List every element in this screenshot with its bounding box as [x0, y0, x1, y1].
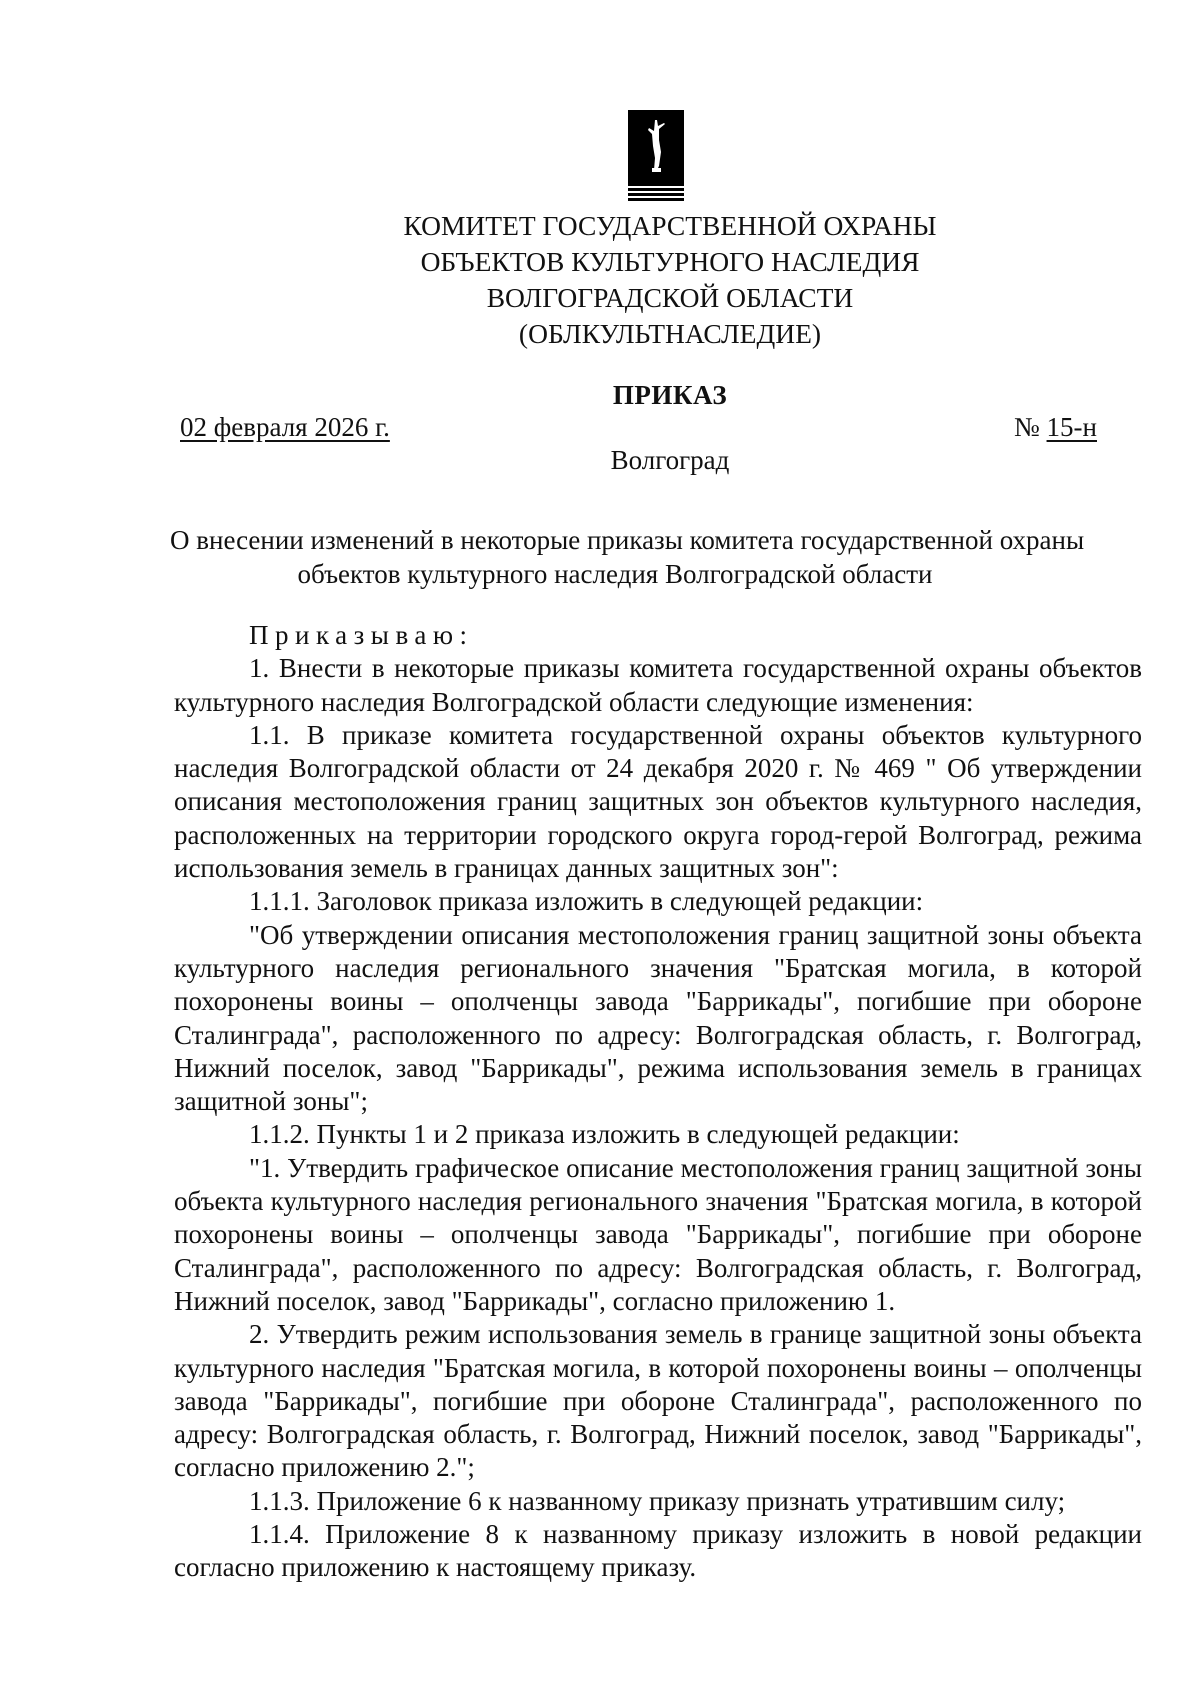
number-prefix: № [1014, 412, 1040, 442]
paragraph: "Об утверждении описания местоположения границ защитной зоны объекта культурного наследия регионального значения "Братская могила, в которой похоронены воины – ополченцы завода "Баррикады", погибшие при обороне Сталинграда", расположенного по адресу: Волгоградская область, г. Волгоград, Нижний поселок, завод "Баррикады", режима использования земель в границах защитной зоны"; [174, 919, 1142, 1117]
document-city: Волгоград [610, 445, 730, 475]
number-value: 15-н [1046, 412, 1097, 442]
subject-line: О внесении изменений в некоторые приказы комитета государственной охраны [170, 525, 1085, 555]
coat-of-arms-icon [628, 110, 684, 204]
document-type: ПРИКАЗ [612, 380, 728, 410]
paragraph: 1.1.3. Приложение 6 к названному приказу признать утратившим силу; [249, 1485, 1066, 1516]
paragraph: "1. Утвердить графическое описание местоположения границ защитной зоны объекта культурного наследия регионального значения "Братская могила, в которой похоронены воины – ополченцы завода "Баррикады", погибшие при обороне Сталинграда", расположенного по адресу: Волгоградская область, г. Волгоград, Нижний поселок, завод "Баррикады", согласно приложению 1. [174, 1152, 1142, 1316]
org-line: (ОБЛКУЛЬТНАСЛЕДИЕ) [518, 318, 822, 349]
org-line: ОБЪЕКТОВ КУЛЬТУРНОГО НАСЛЕДИЯ [420, 246, 920, 277]
paragraph: 1. Внести в некоторые приказы комитета государственной охраны объектов культурного наследия Волгоградской области следующие изменения: [174, 653, 1142, 717]
document-subject [170, 523, 1085, 591]
paragraph: 1.1. В приказе комитета государственной охраны объектов культурного наследия Волгоградской области от 24 декабря 2020 г. № 469 " Об утверждении описания местоположения границ защитных зон объектов культурного наследия, расположенных на территории городского округа город-герой Волгоград, режима использования земель в границах данных защитных зон": [174, 719, 1142, 884]
document-body [174, 619, 1142, 1585]
paragraph: 2. Утвердить режим использования земель в границе защитной зоны объекта культурного наследия "Братская могила, в которой похоронены воины – ополченцы завода "Баррикады", погибшие при обороне Сталинграда", расположенного по адресу: Волгоградская область, г. Волгоград, Нижний поселок, завод "Баррикады", согласно приложению 2."; [174, 1319, 1142, 1483]
organization-name [300, 208, 1040, 352]
order-word: Приказываю: [249, 620, 474, 650]
org-line: ВОЛГОГРАДСКОЙ ОБЛАСТИ [486, 282, 854, 313]
document-date: 02 февраля 2026 г. [180, 412, 390, 442]
paragraph: 1.1.2. Пункты 1 и 2 приказа изложить в следующей редакции: [249, 1119, 960, 1150]
subject-line: объектов культурного наследия Волгоградской области [297, 559, 933, 589]
paragraph: 1.1.1. Заголовок приказа изложить в следующей редакции: [249, 886, 924, 917]
document-number [1014, 410, 1097, 444]
paragraph: 1.1.4. Приложение 8 к названному приказу изложить в новой редакции согласно приложению к настоящему приказу. [174, 1519, 1142, 1583]
org-line: КОМИТЕТ ГОСУДАРСТВЕННОЙ ОХРАНЫ [403, 210, 937, 241]
